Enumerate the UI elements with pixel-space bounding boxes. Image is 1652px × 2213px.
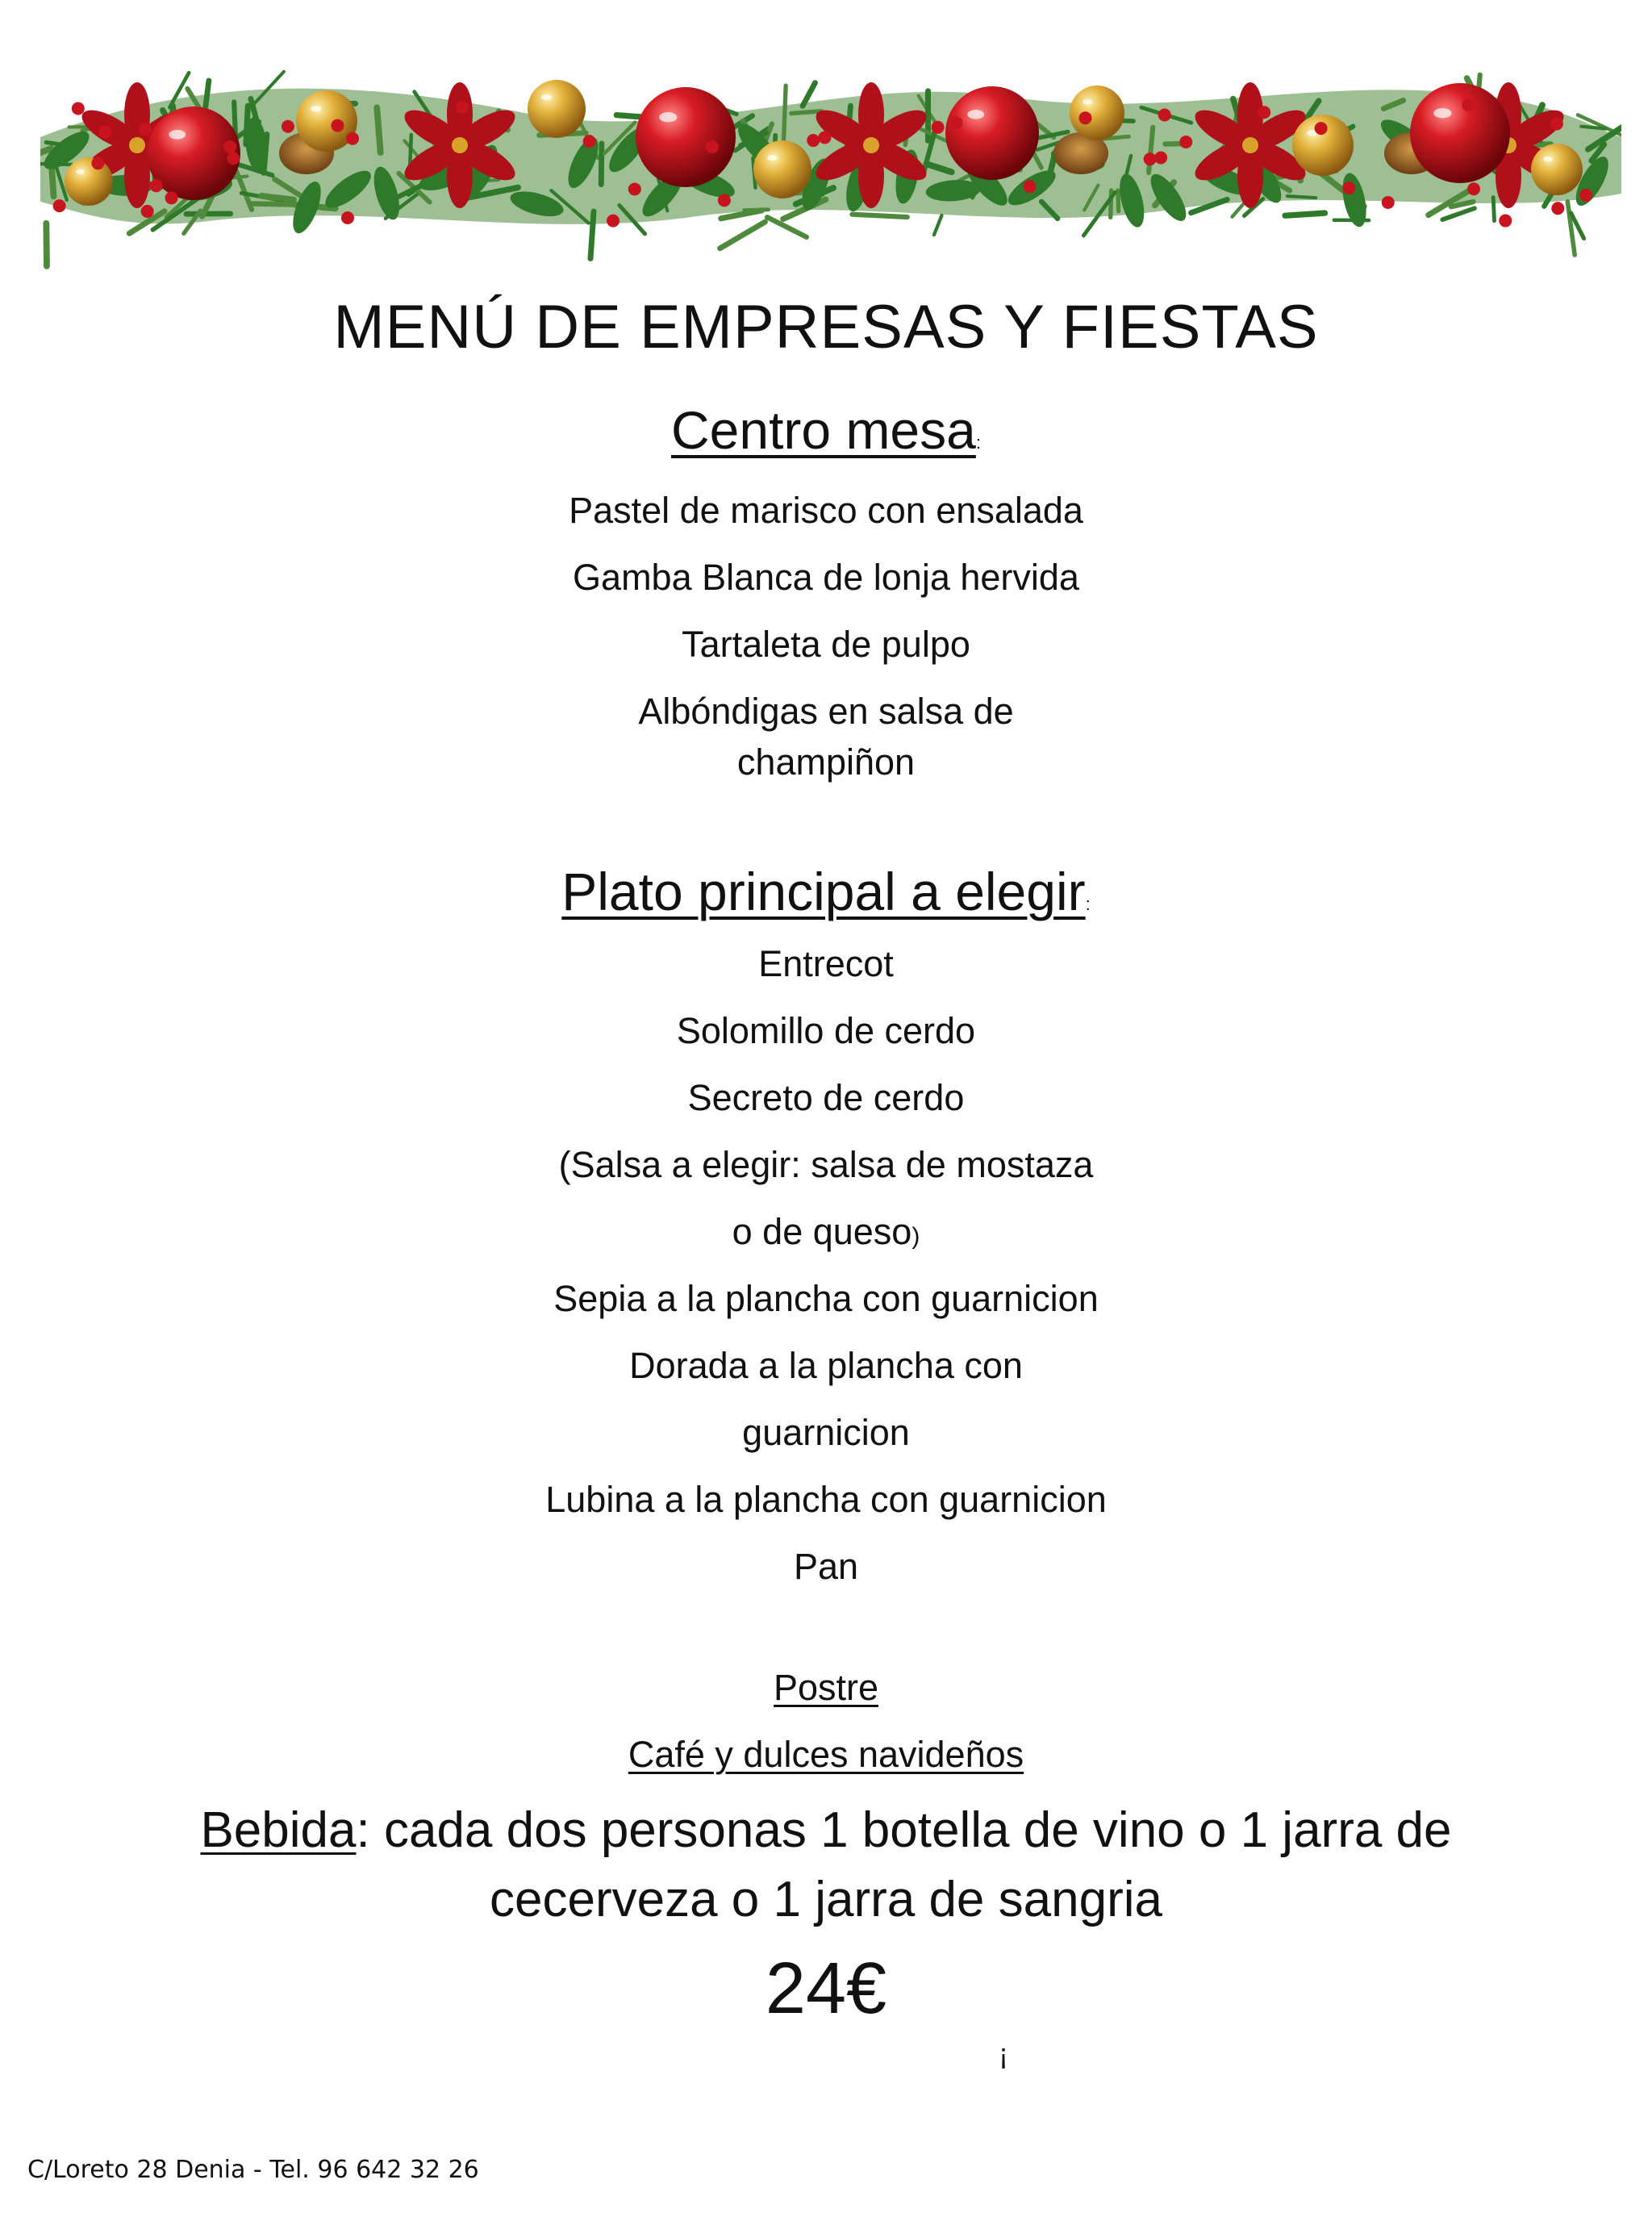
holly-berry xyxy=(341,211,354,224)
ornament-ball xyxy=(65,157,113,206)
ornament-ball xyxy=(636,87,736,187)
holly-berry xyxy=(1154,152,1167,165)
plato-principal-item: (Salsa a elegir: salsa de mostaza xyxy=(558,1144,1094,1185)
pine-sprig xyxy=(1493,198,1494,221)
plato-principal-item: Solomillo de cerdo xyxy=(676,1010,976,1051)
pine-sprig xyxy=(252,203,296,204)
ornament-ball xyxy=(528,80,586,138)
pine-sprig xyxy=(784,86,786,140)
bebida-line-2: cecerveza o 1 jarra de sangria xyxy=(489,1872,1162,1927)
poinsettia-center xyxy=(452,137,468,153)
holly-berry xyxy=(628,182,641,195)
holly-berry xyxy=(1579,189,1592,202)
holly-berry xyxy=(607,215,620,228)
bebida-label: Bebida xyxy=(200,1802,357,1858)
holly-berry xyxy=(98,125,111,138)
centro-mesa-item: Gamba Blanca de lonja hervida xyxy=(573,557,1079,598)
holly-berry xyxy=(1467,182,1480,195)
holly-berry xyxy=(72,102,85,115)
bebida-text: : cada dos personas 1 botella de vino o 1 jarra de xyxy=(356,1802,1452,1858)
holly-berry xyxy=(346,132,359,145)
plato-principal-item-text: o de queso xyxy=(732,1211,912,1252)
ornament-ball xyxy=(753,140,811,198)
christmas-garland-icon xyxy=(40,16,1621,274)
holly-berry xyxy=(818,131,831,144)
ornament-shine xyxy=(1543,157,1553,161)
pine-sprig xyxy=(1118,190,1119,211)
holly-berry xyxy=(1551,202,1564,215)
plato-principal-item: Secreto de cerdo xyxy=(687,1077,965,1118)
holly-berry xyxy=(53,199,66,212)
plato-principal-item: Entrecot xyxy=(758,943,894,984)
holly-berry xyxy=(141,205,154,218)
ornament-ball xyxy=(945,86,1039,180)
postre-item: Café y dulces navideños xyxy=(628,1734,1024,1775)
pine-sprig xyxy=(1287,196,1316,198)
holly-berry xyxy=(1079,111,1092,124)
pine-sprig xyxy=(377,107,380,152)
ornament-ball xyxy=(1531,144,1583,195)
poinsettia-center xyxy=(863,137,879,153)
pine-sprig xyxy=(1581,127,1605,129)
menu-title: MENÚ DE EMPRESAS Y FIESTAS xyxy=(333,293,1319,361)
centro-mesa-item: Albóndigas en salsa de xyxy=(638,691,1014,732)
pine-sprig xyxy=(601,144,602,185)
plato-principal-item: Lubina a la plancha con guarnicion xyxy=(545,1479,1107,1520)
ornament-ball xyxy=(1410,83,1510,183)
footer-address: C/Loreto 28 Denia - Tel. 96 642 32 26 xyxy=(27,2156,479,2184)
centro-mesa-heading-colon: : xyxy=(975,432,981,453)
holly-berry xyxy=(227,152,240,165)
holly-berry xyxy=(1382,196,1395,209)
holly-berry xyxy=(1499,215,1512,228)
holly-berry xyxy=(331,119,344,132)
plato-principal-heading-colon: : xyxy=(1085,894,1091,914)
holly-berry xyxy=(456,101,469,114)
holly-berry xyxy=(932,121,945,134)
ornament-shine xyxy=(659,112,677,122)
plato-principal-heading-text: Plato principal a elegir xyxy=(561,862,1086,921)
plato-principal-item: Pan xyxy=(793,1546,859,1587)
holly-berry xyxy=(1258,106,1270,119)
pine-sprig xyxy=(590,211,594,258)
holly-berry xyxy=(1023,180,1036,193)
holly-berry xyxy=(1342,182,1355,194)
plato-principal-item: guarnicion xyxy=(742,1412,910,1453)
centro-mesa-item: Pastel de marisco con ensalada xyxy=(569,490,1083,531)
ornament-shine xyxy=(1083,99,1092,105)
ornament-shine xyxy=(767,155,778,161)
holly-berry xyxy=(1315,122,1328,135)
holly-berry xyxy=(223,140,236,153)
holly-berry xyxy=(718,194,731,207)
plato-principal-item: Sepia a la plancha con guarnicion xyxy=(553,1278,1099,1319)
pine-sprig xyxy=(46,223,47,266)
postre-heading: Postre xyxy=(773,1667,879,1708)
poinsettia-center xyxy=(1242,137,1258,153)
holly-berry xyxy=(139,123,152,136)
holly-berry xyxy=(1179,136,1192,148)
menu-price: 24€ xyxy=(765,1948,887,2029)
pine-sprig xyxy=(261,196,294,200)
pine-sprig xyxy=(206,81,209,106)
pine-sprig xyxy=(1442,208,1475,219)
poinsettia-center xyxy=(129,137,145,153)
holly-berry xyxy=(91,157,104,169)
ornament-shine xyxy=(76,169,85,174)
centro-mesa-heading-text: Centro mesa xyxy=(671,400,976,460)
closing-parenthesis: ) xyxy=(912,1223,920,1250)
ornament-shine xyxy=(1433,108,1451,118)
holly-berry xyxy=(282,120,294,133)
pine-sprig xyxy=(852,215,907,217)
pine-sprig xyxy=(745,210,769,211)
ornament-shine xyxy=(541,94,552,100)
centro-mesa-item: Tartaleta de pulpo xyxy=(682,624,970,665)
pine-sprig xyxy=(720,222,766,248)
holly-berry xyxy=(150,179,163,192)
pine-sprig xyxy=(791,111,821,114)
pine-sprig xyxy=(1285,213,1325,215)
centro-mesa-item: champiñon xyxy=(736,741,916,783)
ornament-shine xyxy=(311,106,322,112)
holly-berry xyxy=(949,116,962,129)
holly-berry xyxy=(807,134,820,147)
plato-principal-item: Dorada a la plancha con xyxy=(629,1345,1023,1386)
pine-sprig xyxy=(934,215,941,235)
plato-principal-item xyxy=(0,1213,1652,1250)
ornament-ball xyxy=(1070,86,1124,140)
ornament-shine xyxy=(169,130,186,140)
stray-mark: ¡ xyxy=(999,2037,1008,2070)
holly-berry xyxy=(1462,98,1475,111)
holly-berry xyxy=(706,140,719,153)
plato-principal-heading xyxy=(0,862,1652,921)
holly-berry xyxy=(1158,108,1171,121)
pine-sprig xyxy=(1567,202,1575,255)
bebida-line xyxy=(0,1802,1652,1858)
holly-berry xyxy=(583,135,596,148)
holly-berry xyxy=(165,191,178,204)
holly-berry xyxy=(1550,117,1563,130)
centro-mesa-heading xyxy=(0,400,1652,460)
ornament-shine xyxy=(967,110,984,119)
